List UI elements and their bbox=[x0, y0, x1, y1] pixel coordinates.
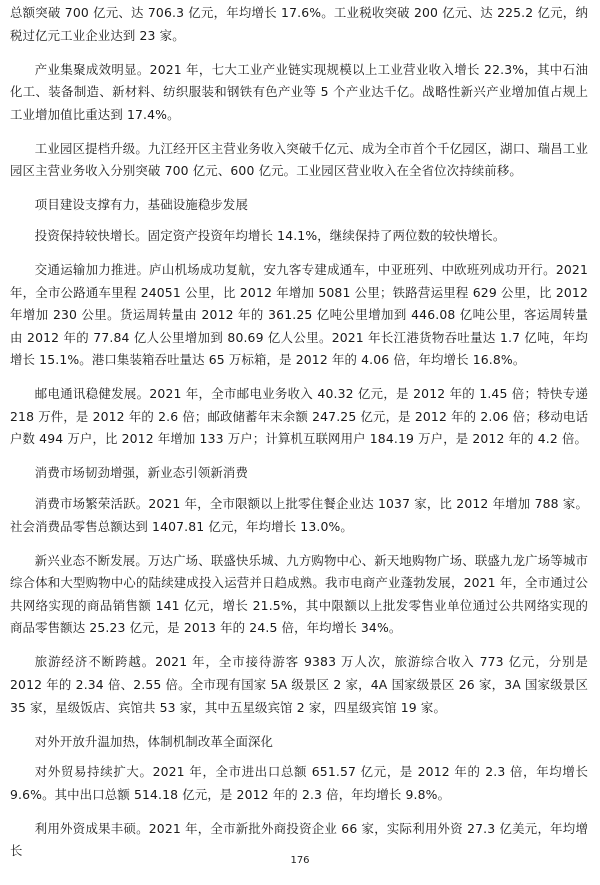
paragraph-consumer-market: 消费市场繁荣活跃。2021 年，全市限额以上批零住餐企业达 1037 家，比 2012 年增加 788 家。社会消费品零售总额达到 1407.81 亿元，年均增长 13.0%。 bbox=[10, 496, 588, 534]
paragraph-industry-clusters: 产业集聚成效明显。2021 年，七大工业产业链实现规模以上工业营业收入增长 22.3%，其中石油化工、装备制造、新材料、纺织服装和钢铁有色产业等 5 个产业达千亿。战略性新兴产业增加值占规上工业增加值比重达到 17.4%。 bbox=[10, 61, 588, 122]
paragraph-tourism: 旅游经济不断跨越。2021 年，全市接待游客 9383 万人次，旅游综合收入 773 亿元，分别是 2012 年的 2.34 倍、2.55 倍。全市现有国家 5A 级景区 2 家，4A 国家级景区 26 家，3A 国家级景区 35 家，星级饭店、宾馆共 53 家，其中五星级宾馆 2 家，四星级宾馆 19 家。 bbox=[10, 654, 588, 715]
paragraph-investment: 投资保持较快增长。固定资产投资年均增长 14.1%，继续保持了两位数的较快增长。 bbox=[34, 227, 506, 243]
paragraph-foreign-investment: 利用外资成果丰硕。2021 年，全市新批外商投资企业 66 家，实际利用外资 27.3 亿美元，年均增长 bbox=[10, 820, 588, 859]
section-heading-infrastructure: 项目建设支撑有力，基础设施稳步发展 bbox=[34, 197, 248, 213]
paragraph-post-telecom: 邮电通讯稳健发展。2021 年，全市邮电业务收入 40.32 亿元，是 2012 年的 1.45 倍；特快专递 218 万件，是 2012 年的 2.6 倍；邮政储蓄年末余额 247.25 亿元，是 2012 年的 2.06 倍；移动电话户数 494 万户，比 2012 年增加 133 万户；计算机互联网用户 184.19 万户，是 2012 年的 4.2 倍。 bbox=[10, 386, 588, 447]
paragraph-new-business-formats: 新兴业态不断发展。万达广场、联盛快乐城、九方购物中心、新天地购物广场、联盛九龙广场等城市综合体和大型购物中心的陆续建成投入运营并日趋成熟。我市电商产业蓬勃发展，2021 年，全市通过公共网络实现的商品销售额 141 亿元，增长 21.5%，其中限额以上批发零售业单位通过公共网络实现的商品零售额达 25.23 亿元，是 2013 年的 24.5 倍，年均增长 34%。 bbox=[10, 552, 588, 636]
page-number: 176 bbox=[290, 855, 310, 866]
paragraph-industrial-revenue: 总额突破 700 亿元、达 706.3 亿元，年均增长 17.6%。工业税收突破 200 亿元、达 225.2 亿元，纳税过亿元工业企业达到 23 家。 bbox=[10, 5, 588, 43]
section-heading-opening-up: 对外开放升温加热，体制机制改革全面深化 bbox=[34, 733, 274, 749]
paragraph-foreign-trade: 对外贸易持续扩大。2021 年，全市进出口总额 651.57 亿元，是 2012 年的 2.3 倍，年均增长 9.6%。其中出口总额 514.18 亿元，是 2012 年的 2.3 倍，年均增长 9.8%。 bbox=[10, 764, 588, 802]
paragraph-transportation: 交通运输加力推进。庐山机场成功复航，安九客专建成通车，中亚班列、中欧班列成功开行。2021 年，全市公路通车里程 24051 公里，比 2012 年增加 5081 公里；铁路营运里程 629 公里，比 2012 年增加 230 公里。货运周转量由 2012 年的 361.25 亿吨公里增加到 446.08 亿吨公里，客运周转量由 2012 年的 77.84 亿人公里增加到 80.69 亿人公里。2021 年长江港货物吞吐量达 1.7 亿吨，年均增长 15.1%。港口集装箱吞吐量达 65 万标箱，是 2012 年的 4.06 倍，年均增长 16.8%。 bbox=[10, 261, 588, 368]
section-heading-consumption: 消费市场韧劲增强，新业态引领新消费 bbox=[34, 465, 248, 481]
paragraph-industrial-parks: 工业园区提档升级。九江经开区主营业务收入突破千亿元、成为全市首个千亿园区，湖口、瑞昌工业园区主营业务收入分别突破 700 亿元、600 亿元。工业园区营业收入在全省位次持续前移。 bbox=[10, 140, 588, 179]
